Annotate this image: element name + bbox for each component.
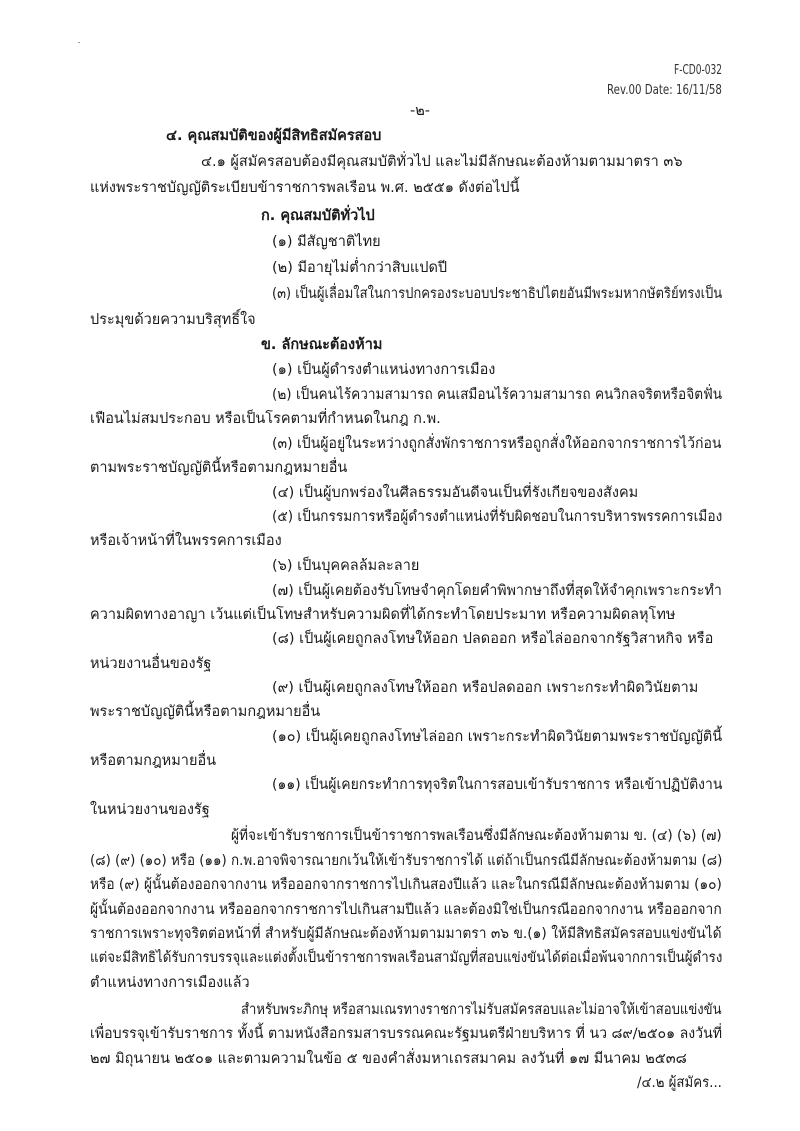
general-qualifications-heading: ก. คุณสมบัติทั่วไป bbox=[261, 208, 375, 224]
prohibited-item-10-continued: หรือตามกฎหมายอื่น bbox=[90, 753, 217, 769]
prohibited-item-5-continued: หรือเจ้าหน้าที่ในพรรคการเมือง bbox=[90, 533, 282, 549]
prohibited-item-5: (๕) เป็นกรรมการหรือผู้ดำรงตำแหน่งที่รับผิดชอบในการบริหารพรรคการเมือง bbox=[272, 509, 723, 525]
monk-paragraph-line-1: สำหรับพระภิกษุ หรือสามเณรทางราชการไม่รับสมัครสอบและไม่อาจให้เข้าสอบแข่งขัน bbox=[241, 1002, 722, 1018]
section-intro-line1: ๔.๑ ผู้สมัครสอบต้องมีคุณสมบัติทั่วไป และไม่มีลักษณะต้องห้ามตามมาตรา ๓๖ bbox=[201, 154, 683, 170]
exemption-paragraph-line-1: ผู้ที่จะเข้ารับราชการเป็นข้าราชการพลเรือนซึ่งมีลักษณะต้องห้ามตาม ข. (๔) (๖) (๗) bbox=[231, 828, 722, 844]
continuation-marker: /๔.๒ ผู้สมัคร... bbox=[637, 1075, 722, 1091]
prohibited-item-2-continued: เฟือนไม่สมประกอบ หรือเป็นโรคตามที่กำหนดในกฎ ก.พ. bbox=[90, 411, 441, 427]
exemption-paragraph-line-3: หรือ (๙) ผู้นั้นต้องออกจากงาน หรือออกจากราชการไปเกินสองปีแล้ว และในกรณีมีลักษณะต้องห้ามตาม (๑๐) bbox=[90, 877, 722, 893]
general-item-2: (๒) มีอายุไม่ต่ำกว่าสิบแปดปี bbox=[272, 260, 448, 276]
prohibited-item-10: (๑๐) เป็นผู้เคยถูกลงโทษไล่ออก เพราะกระทำผิดวินัยตามพระราชบัญญัตินี้ bbox=[272, 729, 723, 745]
exemption-paragraph-line-7: ตำแหน่งทางการเมืองแล้ว bbox=[90, 975, 250, 991]
exemption-paragraph-line-6: แต่จะมีสิทธิได้รับการบรรจุและแต่งตั้งเป็นข้าราชการพลเรือนสามัญที่สอบแข่งขันได้ต่อเมื่อพ้นจากการเป็นผู้ดำรง bbox=[90, 950, 723, 966]
prohibited-item-7: (๗) เป็นผู้เคยต้องรับโทษจำคุกโดยคำพิพากษาถึงที่สุดให้จำคุกเพราะกระทำ bbox=[272, 583, 722, 599]
general-item-3-continued: ประมุขด้วยความบริสุทธิ์ใจ bbox=[90, 312, 256, 328]
prohibited-item-9: (๙) เป็นผู้เคยถูกลงโทษให้ออก หรือปลดออก เพราะกระทำผิดวินัยตาม bbox=[272, 680, 699, 696]
exemption-paragraph-line-5: ราชการเพราะทุจริตต่อหน้าที่ สำหรับผู้มีลักษณะต้องห้ามตามมาตรา ๓๖ ข.(๑) ให้มีสิทธิสมัครสอบแข่งขันได้ bbox=[90, 926, 722, 942]
prohibited-item-2: (๒) เป็นคนไร้ความสามารถ คนเสมือนไร้ความสามารถ คนวิกลจริตหรือจิตฟั่น bbox=[272, 387, 723, 403]
prohibited-item-3: (๓) เป็นผู้อยู่ในระหว่างถูกสั่งพักราชการหรือถูกสั่งให้ออกจากราชการไว้ก่อน bbox=[272, 436, 722, 452]
prohibited-heading: ข. ลักษณะต้องห้าม bbox=[261, 337, 383, 353]
prohibited-item-7-continued: ความผิดทางอาญา เว้นแต่เป็นโทษสำหรับความผิดที่ได้กระทำโดยประมาท หรือความผิดลหุโทษ bbox=[90, 607, 676, 623]
prohibited-item-11-continued: ในหน่วยงานของรัฐ bbox=[90, 802, 210, 818]
general-item-3: (๓) เป็นผู้เลื่อมใสในการปกครองระบอบประชาธิปไตยอันมีพระมหากษัตริย์ทรงเป็น bbox=[272, 286, 723, 302]
prohibited-item-3-continued: ตามพระราชบัญญัตินี้หรือตามกฎหมายอื่น bbox=[90, 460, 348, 476]
monk-paragraph-line-3: ๒๗ มิถุนายน ๒๕๐๑ และตามความในข้อ ๕ ของคำสั่งมหาเถรสมาคม ลงวันที่ ๑๗ มีนาคม ๒๕๓๘ bbox=[90, 1051, 687, 1067]
exemption-paragraph-line-4: ผู้นั้นต้องออกจากงาน หรือออกจากราชการไปเกินสามปีแล้ว และต้องมิใช่เป็นกรณีออกจากงาน หรือออกจาก bbox=[90, 902, 722, 918]
prohibited-item-8: (๘) เป็นผู้เคยถูกลงโทษให้ออก ปลดออก หรือไล่ออกจากรัฐวิสาหกิจ หรือ bbox=[272, 631, 714, 647]
monk-paragraph-line-2: เพื่อบรรจุเข้ารับราชการ ทั้งนี้ ตามหนังสือกรมสารบรรณคณะรัฐมนตรีฝ่ายบริหาร ที่ นว ๘๙/๒๕๐๑ ลงวันที่ bbox=[90, 1026, 723, 1042]
prohibited-item-6: (๖) เป็นบุคคลล้มละลาย bbox=[272, 558, 420, 574]
prohibited-item-4: (๔) เป็นผู้บกพร่องในศีลธรรมอันดีจนเป็นที่รังเกียจของสังคม bbox=[272, 485, 639, 501]
general-item-1: (๑) มีสัญชาติไทย bbox=[272, 234, 381, 250]
scan-speck bbox=[78, 42, 80, 43]
page-number: -๒- bbox=[410, 103, 431, 119]
exemption-paragraph-line-2: (๘) (๙) (๑๐) หรือ (๑๑) ก.พ.อาจพิจารณายกเว้นให้เข้ารับราชการได้ แต่ถ้าเป็นกรณีมีลักษณะต้องห้ามตาม (๘) bbox=[90, 853, 723, 869]
revision-date: Rev.00 Date: 16/11/58 bbox=[607, 83, 722, 98]
prohibited-item-1: (๑) เป็นผู้ดำรงตำแหน่งทางการเมือง bbox=[272, 362, 496, 378]
prohibited-item-11: (๑๑) เป็นผู้เคยกระทำการทุจริตในการสอบเข้ารับราชการ หรือเข้าปฏิบัติงาน bbox=[272, 777, 723, 793]
prohibited-item-9-continued: พระราชบัญญัตินี้หรือตามกฎหมายอื่น bbox=[90, 704, 321, 720]
section-intro-line2: แห่งพระราชบัญญัติระเบียบข้าราชการพลเรือน พ.ศ. ๒๕๕๑ ดังต่อไปนี้ bbox=[90, 180, 520, 196]
prohibited-item-8-continued: หน่วยงานอื่นของรัฐ bbox=[90, 656, 212, 672]
section-heading: ๔. คุณสมบัติของผู้มีสิทธิสมัครสอบ bbox=[166, 128, 382, 144]
form-code: F-CD0-032 bbox=[674, 63, 723, 78]
